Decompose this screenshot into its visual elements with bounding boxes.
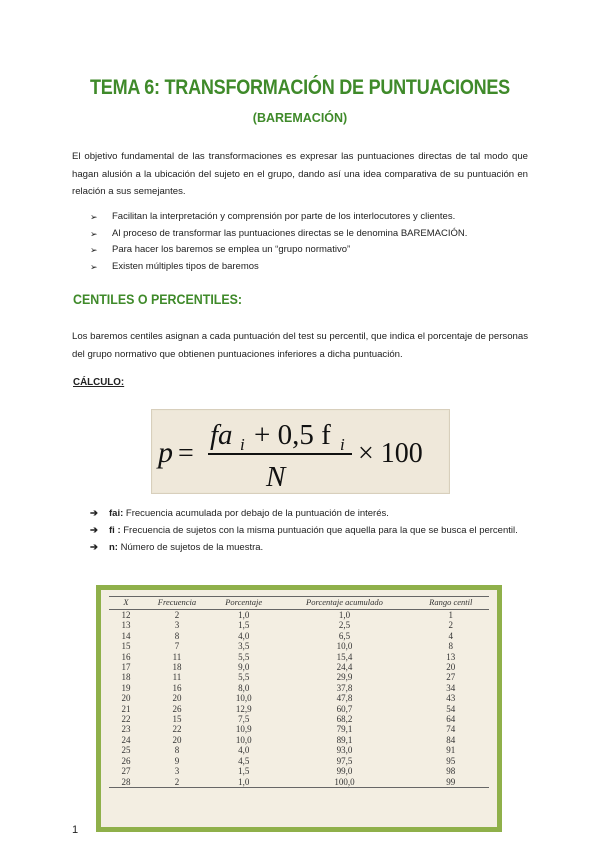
list-item: ➢ Para hacer los baremos se emplea un “grupo normativo” xyxy=(90,242,530,259)
table-cell: 3,5 xyxy=(238,641,250,652)
frequency-table xyxy=(109,596,489,788)
table-cell: 28 xyxy=(109,777,143,788)
table-cell: 37,8 xyxy=(336,682,353,693)
table-cell: 7 xyxy=(174,641,180,652)
table-cell: 15 xyxy=(121,641,131,652)
table-cell: 10,0 xyxy=(336,641,353,652)
table-cell: 5,5 xyxy=(238,672,250,683)
column-header: Porcentaje acumulado xyxy=(276,597,412,610)
table-cell: 97,5 xyxy=(336,755,353,766)
table-cell: 20 xyxy=(172,693,182,704)
table-cell: 4,0 xyxy=(238,630,250,641)
table-cell: 1,0 xyxy=(211,777,276,788)
table-cell: 1,5 xyxy=(238,620,250,631)
list-item: ➔ n: Número de sujetos de la muestra. xyxy=(90,539,530,556)
table-cell: 13 xyxy=(446,651,456,662)
table-cell: 15,4 xyxy=(336,651,353,662)
table-cell: 16 xyxy=(172,682,182,693)
table-row xyxy=(109,704,489,714)
table-cell: 91 xyxy=(446,745,456,756)
table-cell: 26 xyxy=(121,755,131,766)
table-cell: 18 xyxy=(121,672,131,683)
list-item: ➔ fai: Frecuencia acumulada por debajo de la puntuación de interés. xyxy=(90,505,530,522)
intro-paragraph: El objetivo fundamental de las transformaciones es expresar las puntuaciones directas de tal modo que hagan alusión a la ubicación del sujeto en el grupo, dando así una idea comparativa de su puntuación en relación a sus semejantes. xyxy=(72,151,528,197)
table-cell: 2,5 xyxy=(338,620,351,631)
table-cell: 27 xyxy=(446,672,456,683)
table-row xyxy=(109,724,489,734)
table-cell: 23 xyxy=(121,724,131,735)
table-cell: 13 xyxy=(121,620,131,631)
table-cell: 74 xyxy=(446,724,456,735)
list-item: ➢ Facilitan la interpretación y comprensión por parte de los interlocutores y clientes. xyxy=(90,209,530,226)
table-cell: 93,0 xyxy=(336,745,353,756)
table-cell: 9,0 xyxy=(238,662,250,673)
table-cell: 15 xyxy=(172,714,182,725)
list-item: ➢ Al proceso de transformar las puntuaciones directas se le denomina BAREMACIÓN. xyxy=(90,226,530,243)
table-row xyxy=(109,610,489,621)
table-cell: 100,0 xyxy=(276,777,412,788)
table-cell: 20 xyxy=(446,662,456,673)
table-cell: 2 xyxy=(143,777,211,788)
table-header-row xyxy=(109,597,489,610)
table-cell: 10,9 xyxy=(235,724,252,735)
table-cell: 2 xyxy=(174,610,180,620)
page-subtitle: (BAREMACIÓN) xyxy=(252,111,348,125)
percentile-formula xyxy=(151,409,450,494)
table-row xyxy=(109,693,489,703)
table-cell: 98 xyxy=(446,766,456,777)
table-cell: 20 xyxy=(121,693,131,704)
table-cell: 8 xyxy=(174,630,180,641)
table-body xyxy=(109,610,489,788)
page-title: TEMA 6: TRANSFORMACIÓN DE PUNTUACIONES xyxy=(90,76,510,99)
table-cell: 95 xyxy=(446,755,456,766)
formula-sub-i-2: i xyxy=(340,435,345,454)
formula-times-100: × 100 xyxy=(358,438,423,469)
table-row xyxy=(109,777,489,788)
table-cell: 43 xyxy=(446,693,456,704)
table-cell: 29,9 xyxy=(336,672,353,683)
table-row xyxy=(109,714,489,724)
column-header: X xyxy=(109,597,143,610)
calc-label: CÁLCULO: xyxy=(73,377,125,388)
table-cell: 2 xyxy=(448,620,453,631)
table-cell: 24 xyxy=(121,734,131,745)
arrow-bullet-icon: ➢ xyxy=(90,212,98,222)
formula-graphic xyxy=(152,410,449,493)
table-row xyxy=(109,620,489,630)
definitions-list xyxy=(90,505,530,556)
table-cell: 11 xyxy=(172,651,182,662)
table-cell: 99,0 xyxy=(336,766,353,777)
table-cell: 54 xyxy=(446,703,456,714)
bullet-list xyxy=(90,209,530,275)
table-row xyxy=(109,735,489,745)
table-row xyxy=(109,631,489,641)
formula-denominator: N xyxy=(266,461,286,493)
table-cell: 3 xyxy=(174,766,180,777)
arrow-bullet-icon: ➢ xyxy=(90,228,98,239)
table-cell: 1 xyxy=(448,610,453,620)
table-row xyxy=(109,756,489,766)
table-cell: 64 xyxy=(446,714,456,725)
table-cell: 10,0 xyxy=(235,734,252,745)
table-cell: 12,9 xyxy=(235,703,252,714)
table-cell: 1,0 xyxy=(238,610,250,620)
table-cell: 16 xyxy=(121,651,131,662)
table-cell: 7,5 xyxy=(238,714,250,725)
table-cell: 68,2 xyxy=(336,714,353,725)
table-row xyxy=(109,672,489,682)
list-item: ➔ fi : Frecuencia de sujetos con la misma puntuación que aquella para la que se busca el percentil. xyxy=(90,522,530,539)
table-cell: 79,1 xyxy=(336,724,353,735)
table-cell: 4,0 xyxy=(238,745,250,756)
frequency-table-image xyxy=(96,585,502,832)
table-row xyxy=(109,745,489,755)
table-cell: 25 xyxy=(121,745,131,756)
table-cell: 8 xyxy=(174,745,180,756)
formula-sub-i: i xyxy=(240,435,245,454)
table-cell: 6,5 xyxy=(338,630,351,641)
table-cell: 20 xyxy=(172,734,182,745)
table-cell: 10,0 xyxy=(235,693,252,704)
arrow-right-icon: ➔ xyxy=(90,508,98,519)
table-cell: 11 xyxy=(172,672,182,683)
arrow-right-icon: ➔ xyxy=(90,525,98,536)
formula-lhs: p xyxy=(158,436,173,469)
table-cell: 26 xyxy=(172,703,182,714)
formula-numerator-fa: fa xyxy=(210,419,233,451)
formula-numerator-op: + 0,5 f xyxy=(254,419,331,451)
table-cell: 24,4 xyxy=(336,662,353,673)
table-cell: 19 xyxy=(121,682,131,693)
table-cell: 60,7 xyxy=(336,703,353,714)
arrow-bullet-icon: ➢ xyxy=(90,245,98,255)
table-cell: 21 xyxy=(121,703,131,714)
table-cell: 3 xyxy=(174,620,180,631)
centiles-paragraph: Los baremos centiles asignan a cada puntuación del test su percentil, que indica el porcentaje de personas del grupo normativo que obtienen puntuaciones inferiores a dicha puntuación. xyxy=(72,331,528,360)
table-cell: 17 xyxy=(121,662,131,673)
table-cell: 89,1 xyxy=(336,734,353,745)
table-row xyxy=(109,641,489,651)
formula-equals: = xyxy=(178,438,194,469)
table-cell: 47,8 xyxy=(336,693,353,704)
table-cell: 8 xyxy=(448,641,453,652)
section-heading: CENTILES O PERCENTILES: xyxy=(73,292,243,307)
arrow-right-icon: ➔ xyxy=(90,542,98,553)
table-cell: 12 xyxy=(121,610,131,620)
table-cell: 22 xyxy=(172,724,182,735)
table-row xyxy=(109,683,489,693)
table-cell: 4 xyxy=(448,630,453,641)
table-cell: 9 xyxy=(174,755,180,766)
table-cell: 1,0 xyxy=(338,610,351,620)
column-header: Rango centil xyxy=(413,597,490,610)
table-cell: 8,0 xyxy=(238,682,250,693)
table-row xyxy=(109,652,489,662)
table-cell: 99 xyxy=(413,777,490,788)
table-cell: 34 xyxy=(446,682,456,693)
table-cell: 14 xyxy=(121,630,131,641)
table-cell: 84 xyxy=(446,734,456,745)
table-cell: 5,5 xyxy=(238,651,250,662)
table-row xyxy=(109,662,489,672)
list-item: ➢ Existen múltiples tipos de baremos xyxy=(90,259,530,276)
table-cell: 27 xyxy=(121,766,131,777)
column-header: Porcentaje xyxy=(211,597,276,610)
table-row xyxy=(109,766,489,776)
table-cell: 22 xyxy=(121,714,131,725)
table-cell: 1,5 xyxy=(238,766,250,777)
page-number: 1 xyxy=(72,824,79,836)
column-header: Frecuencia xyxy=(143,597,211,610)
arrow-bullet-icon: ➢ xyxy=(90,261,98,272)
table-cell: 18 xyxy=(172,662,182,673)
table-cell: 4,5 xyxy=(238,755,250,766)
